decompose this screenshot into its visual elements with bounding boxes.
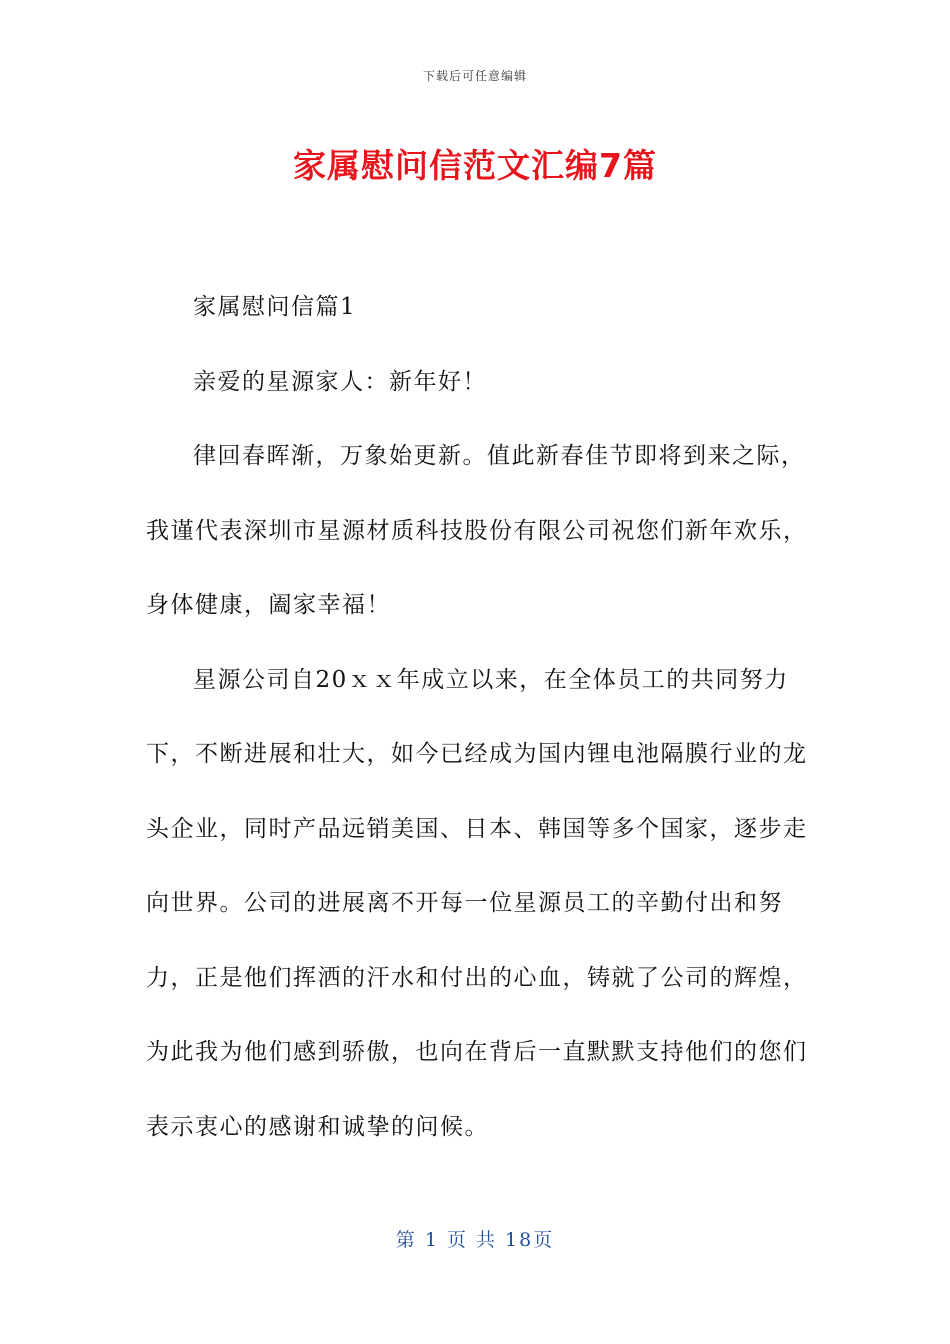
page-number-footer: 第 1 页 共 18页 bbox=[395, 1229, 555, 1251]
salutation: 亲爱的星源家人：新年好！ bbox=[193, 368, 487, 395]
body-paragraph: 星源公司自20ｘｘ年成立以来，在全体员工的共同努力下，不断进展和壮大，如今已经成为国内锂电池隔膜行业的龙头企业，同时产品远销美国、日本、韩国等多个国家，逐步走向世界。公司的进展离不开每一位星源员工的辛勤付出和努力，正是他们挥洒的汗水和付出的心血，铸就了公司的辉煌，为此我为他们感到骄傲，也向在背后一直默默支持他们的您们表示衷心的感谢和诚挚的问候。 bbox=[146, 666, 808, 1140]
section-heading: 家属慰问信篇1 bbox=[193, 294, 357, 320]
document-body bbox=[146, 270, 826, 1164]
document-title: 家属慰问信范文汇编7篇 bbox=[293, 146, 657, 185]
header-note: 下载后可任意编辑 bbox=[422, 69, 527, 83]
body-paragraph: 律回春晖渐，万象始更新。值此新春佳节即将到来之际，我谨代表深圳市星源材质科技股份有限公司祝您们新年欢乐，身体健康，阖家幸福！ bbox=[146, 443, 808, 618]
